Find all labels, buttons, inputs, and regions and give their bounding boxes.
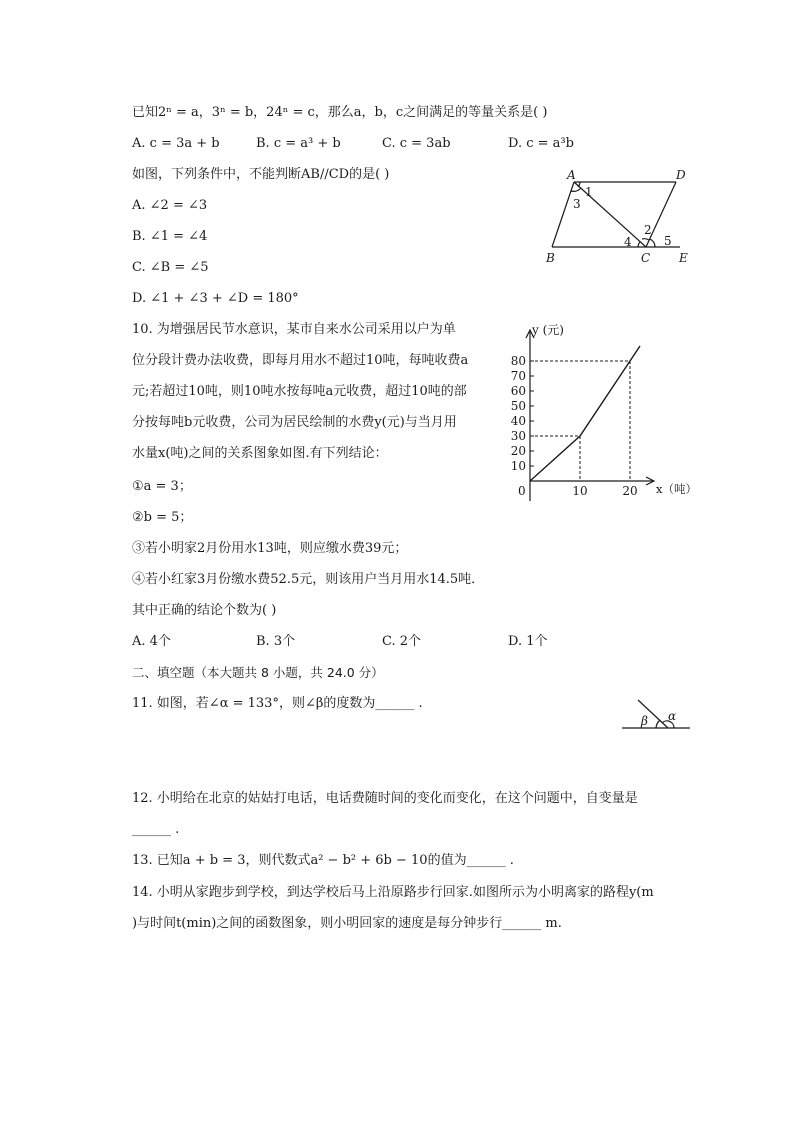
y-tick-label: 80 [510,354,526,368]
q8-option-b: B. c = a³ + b [256,136,341,151]
q11-label-alpha: α [668,709,677,723]
q9-option-d: D. ∠1 + ∠3 + ∠D = 180° [132,291,299,306]
q9-label-4: 4 [624,235,632,249]
q11-angle-figure [616,696,696,736]
water-fee-chart [500,318,700,508]
origin-label: 0 [518,484,526,498]
q10-line-1: 10. 为增强居民节水意识，某市自来水公司采用以户为单 [132,322,456,337]
fee-line [530,346,640,481]
q10-conclusion-2: ②b = 5； [132,510,193,525]
q10-line-3: 元;若超过10吨，则10吨水按每吨a元收费，超过10吨的部 [132,384,467,399]
q8-option-c: C. c = 3ab [382,136,451,151]
q8-option-d: D. c = a³b [508,136,574,151]
q10-line-5: 水量x(吨)之间的关系图象如图.有下列结论： [132,446,388,461]
q9-label-a: A [567,168,576,182]
y-tick-label: 30 [510,429,526,443]
q10-question: 其中正确的结论个数为( ) [132,603,277,618]
x-tick-label: 10 [572,484,588,498]
q10-option-b: B. 3个 [256,634,296,649]
q10-line-2: 位分段计费办法收费，即每月用水不超过10吨，每吨收费a [132,353,469,368]
q8-option-a: A. c = 3a + b [132,136,220,151]
q9-label-3: 3 [573,197,581,211]
q12-line-1: 12. 小明给在北京的姑姑打电话，电话费随时间的变化而变化，在这个问题中，自变量是 [132,791,638,806]
x-axis-label: x（吨） [656,482,697,496]
y-tick-label: 50 [510,399,526,413]
q9-option-c: C. ∠B = ∠5 [132,260,209,275]
q10-conclusion-3: ③若小明家2月份用水13吨，则应缴水费39元； [132,541,408,556]
q9-label-c: C [641,251,651,265]
q8-text: 已知2ⁿ = a，3ⁿ = b，24ⁿ = c，那么a，b，c之间满足的等量关系是( ) [132,105,548,120]
q9-text: 如图，下列条件中，不能判断AB//CD的是( ) [132,167,390,182]
q9-option-a: A. ∠2 = ∠3 [132,198,208,213]
section-2-title: 二、填空题（本大题共 8 小题，共 24.0 分） [132,665,384,680]
q9-option-b: B. ∠1 = ∠4 [132,229,208,244]
y-axis-label: y (元) [532,323,564,337]
y-tick-label: 10 [510,459,526,473]
q9-label-e: E [679,251,688,265]
q11-label-beta: β [641,714,648,728]
q9-label-d: D [676,168,686,182]
q10-line-4: 分按每吨b元收费，公司为居民绘制的水费y(元)与当月用 [132,415,457,430]
q10-conclusion-4: ④若小红家3月份缴水费52.5元，则该用户当月用水14.5吨． [132,572,485,587]
x-tick-label: 20 [622,484,638,498]
y-tick-label: 40 [510,414,526,428]
q10-option-a: A. 4个 [132,634,171,649]
q9-parallelogram-figure [540,166,700,266]
q11-text: 11. 如图，若∠α = 133°，则∠β的度数为______ . [132,696,423,711]
q12-line-2: ______ . [132,822,180,837]
y-tick-label: 70 [510,369,526,383]
q9-label-5: 5 [664,234,672,248]
q14-line-1: 14. 小明从家跑步到学校，到达学校后马上沿原路步行回家.如图所示为小明离家的路程y(m [132,885,654,900]
q9-label-2: 2 [644,223,652,237]
q9-label-1: 1 [585,185,593,199]
y-tick-label: 20 [510,444,526,458]
y-tick-label: 60 [510,384,526,398]
q10-conclusion-1: ①a = 3； [132,479,192,494]
q10-option-d: D. 1个 [508,634,548,649]
q9-label-b: B [546,251,555,265]
q13-text: 13. 已知a + b = 3，则代数式a² − b² + 6b − 10的值为______ . [132,853,514,868]
q14-line-2: )与时间t(min)之间的函数图象，则小明回家的速度是每分钟步行______ m. [132,916,562,931]
q10-option-c: C. 2个 [382,634,422,649]
